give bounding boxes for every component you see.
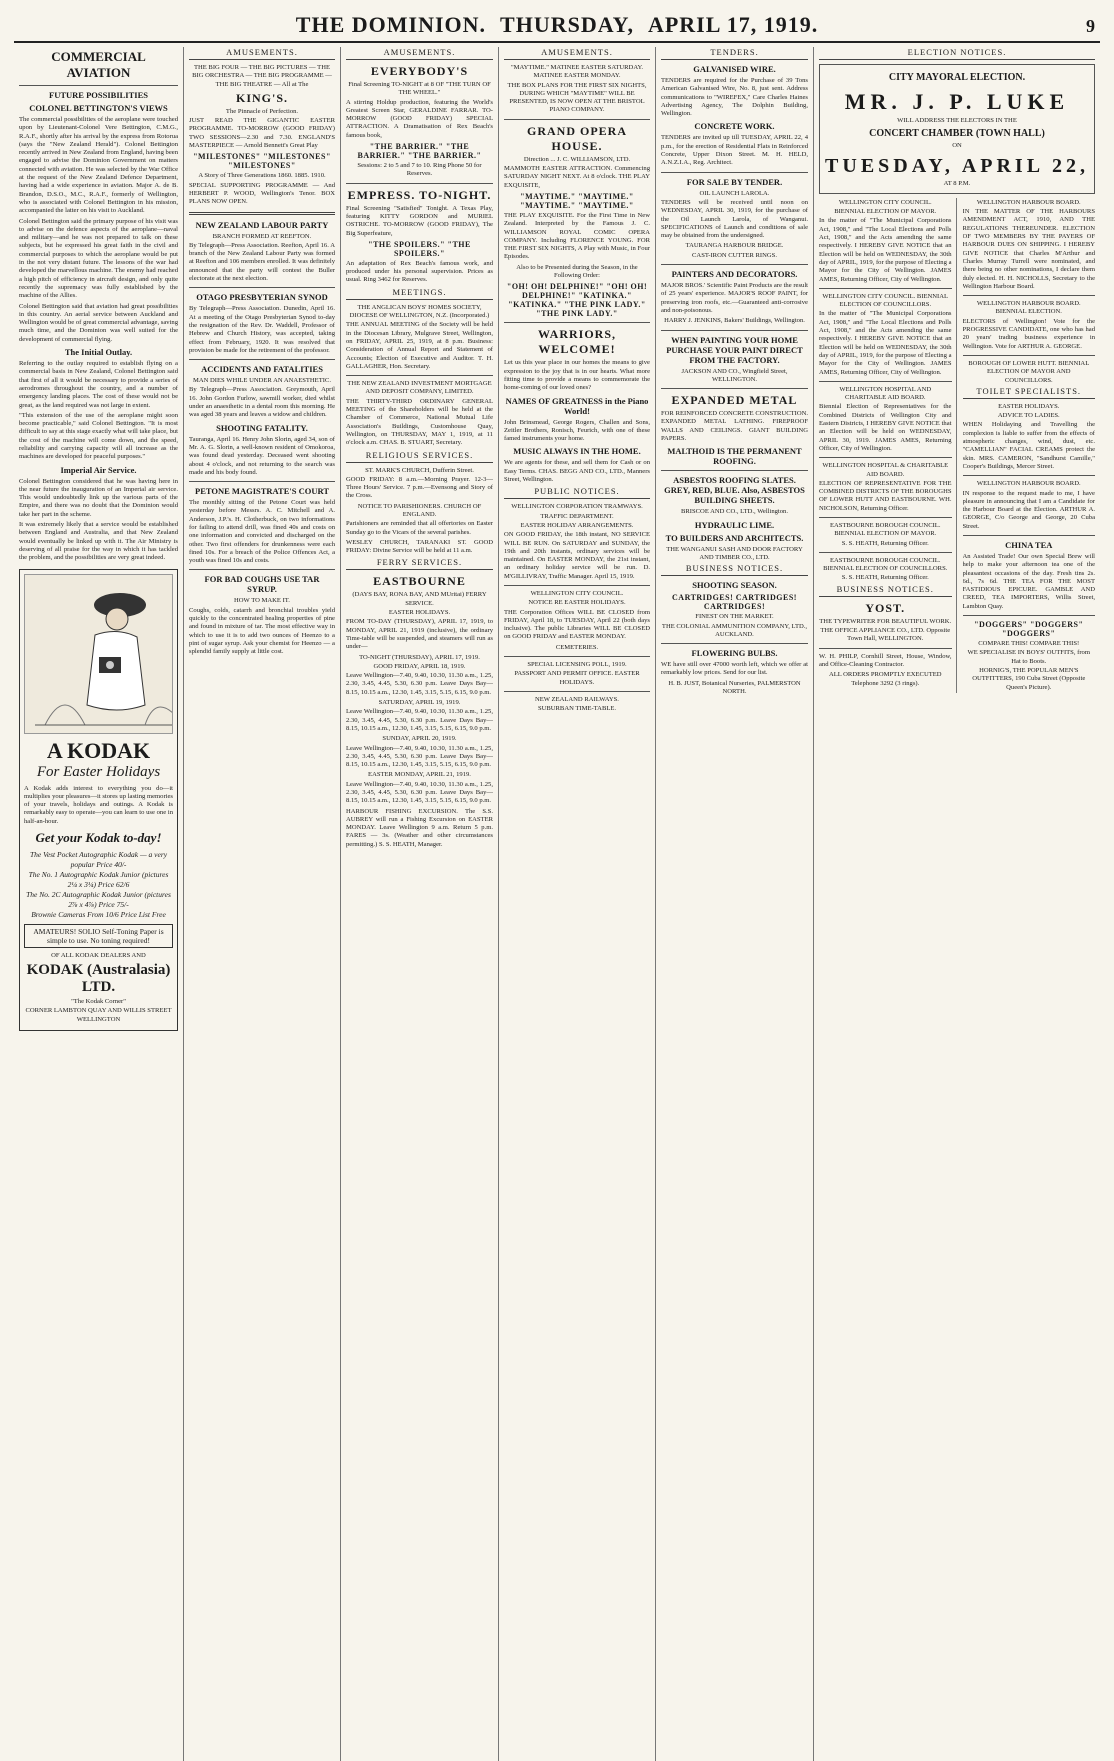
eastbourne-officer: S. S. HEATH, Returning Officer. xyxy=(841,574,929,582)
everybodys-final: Final Screening TO-NIGHT at 8 OF "THE TURN OF THE WHEEL." xyxy=(348,81,491,97)
section-header-ferry: FERRY SERVICES. xyxy=(346,557,493,570)
compare-this: COMPARE THIS! COMPARE THIS! xyxy=(978,640,1080,648)
everybodys-theatre-name: EVERYBODY'S xyxy=(370,64,469,78)
names-body: John Brinsmead, George Rogers, Challen and Sons, Zeitler Brothers, Ronisch, Feurich, with one of these famed instruments your home. xyxy=(504,418,650,443)
section-header-toilet-specialists: TOILET SPECIALISTS. xyxy=(963,386,1096,399)
column-6 xyxy=(814,47,1100,1761)
council-title: WELLINGTON CITY COUNCIL. xyxy=(838,198,932,206)
kodak-company: KODAK (Australasia) LTD. xyxy=(26,961,171,995)
season-shows-list: "OH! OH! DELPHINE!" "OH! OH! DELPHINE!" "KATINKA." "KATINKA." "THE PINK LADY." "THE PINK LADY." xyxy=(506,282,648,319)
tramways-title: WELLINGTON CORPORATION TRAMWAYS. xyxy=(511,503,643,511)
masthead-title: THE DOMINION. xyxy=(295,12,487,37)
eastbourne-councillors-title: EASTBOURNE BOROUGH COUNCIL. BIENNIAL ELECTION OF COUNCILLORS. xyxy=(823,556,948,573)
article-subhead: FUTURE POSSIBILITIES xyxy=(49,90,148,100)
music-headline: MUSIC ALWAYS IN THE HOME. xyxy=(513,446,641,457)
section-header-business: BUSINESS NOTICES. xyxy=(819,584,952,597)
eastbourne-body: FROM TO-DAY (THURSDAY), APRIL 17, 1919, to MONDAY, APRIL 21, 1919 (inclusive), the ordinary Time-table will be suspended, and steamers will run as under— xyxy=(346,618,493,651)
ammunition-company: THE COLONIAL AMMUNITION COMPANY, LTD., AUCKLAND. xyxy=(661,622,808,638)
flowering-bulbs-body: WE have still over 47000 worth left, which we offer at remarkably low prices. Send for our list. xyxy=(661,661,808,677)
divider xyxy=(661,470,808,471)
column-2 xyxy=(184,47,341,1761)
divider xyxy=(819,381,952,382)
coughs-body: Coughs, colds, catarrh and bronchial troubles yield quickly to the concentrated healing properties of pine and found in mixture of tar. The most effective way in which to use it is to add two ounces of Heenzo to a pint of sugar syrup. Ask your chemist for Heenzo — a splendid family supply at little cost. xyxy=(189,606,335,656)
hydraulic-lime-title: HYDRAULIC LIME. xyxy=(694,519,775,530)
divider xyxy=(504,656,650,657)
lower-hutt-title: BOROUGH OF LOWER HUTT. BIENNIAL ELECTION OF MAYOR AND COUNCILLORS. xyxy=(968,359,1090,384)
divider xyxy=(963,615,1096,616)
shooting-headline: SHOOTING FATALITY. xyxy=(216,422,308,433)
divider xyxy=(963,295,1096,296)
easter-arrangements: EASTER HOLIDAY ARRANGEMENTS. xyxy=(520,521,634,529)
milestones-note: A Story of Three Generations 1860. 1885. 1910. xyxy=(198,172,326,180)
amateurs-box: AMATEURS! SOLIO Self-Toning Paper is simple to use. No toning required! xyxy=(24,924,173,948)
eastbourne-day-heading: EASTER MONDAY, APRIL 21, 1919. xyxy=(368,771,471,779)
otago-headline: OTAGO PRESBYTERIAN SYNOD xyxy=(196,292,328,303)
mortgage-company-title: THE NEW ZEALAND INVESTMENT MORTGAGE AND DEPOSIT COMPANY, LIMITED. xyxy=(347,380,492,396)
kings-special: SPECIAL SUPPORTING PROGRAMME — And HERBERT P. WOOD, Wellington's Tenor. BOX PLANS NOW OPEN. xyxy=(189,181,335,206)
cast-iron-title: CAST-IRON CUTTER RINGS. xyxy=(692,251,777,259)
tramways-body: ON GOOD FRIDAY, the 18th instant, NO SERVICE WILL BE RUN. On SATURDAY and SUNDAY, the 19th and 20th instants, ordinary services will be maintained. On EASTER MONDAY, the 21st instant, an ordinary holiday service will be run. D. M'GILLIVRAY, Traffic Manager. April 15, 1919. xyxy=(504,531,650,580)
divider xyxy=(661,643,808,644)
wesley-church-notice: WESLEY CHURCH, TARANAKI ST. GOOD FRIDAY: Divine Service will be held at 11 a.m. xyxy=(346,538,493,555)
suburban-timetable: SUBURBAN TIME-TABLE. xyxy=(537,705,617,713)
divider xyxy=(819,517,952,518)
kodak-address: CORNER LAMBTON QUAY AND WILLIS STREET xyxy=(25,1007,172,1015)
divider xyxy=(504,119,650,120)
eastbourne-mayor-title: EASTBOURNE BOROUGH COUNCIL. BIENNIAL ELECTION OF MAYOR. xyxy=(830,521,941,538)
kodak-price-line: The No. 2C Autographic Kodak Junior (pictures 2⅞ x 4⅞) Price 75/- xyxy=(26,890,171,909)
article-headline: COMMERCIAL AVIATION xyxy=(51,49,146,80)
article-paragraph: Colonel Bettington said the primary purpose of his visit was to advise on the defence aspects of the aeroplane—naval and military—and he was not prepared to talk on these subjects, but he expressed his great faith in the civil and commercial purposes to which the aeroplane would be put in the not very distant future. The lessons of the war had developed the marvellous machine. The enemy had reached a high pitch of efficiency in aircraft design, and only quite recently the supremacy was fully established by the machine of the Allies. xyxy=(19,217,178,300)
advice-ladies-heading: ADVICE TO LADIES. xyxy=(997,412,1060,420)
kodak-title: A KODAK xyxy=(46,737,151,763)
harbour-biennial-title: WELLINGTON HARBOUR BOARD. BIENNIAL ELECTION. xyxy=(976,300,1081,316)
warriors-body: Let us this year place in our homes the means to give expression to the joy that is in our hearts. What more fitting time to provide a means to commemorate the home-coming of our loved ones? xyxy=(504,359,650,392)
painters-body: MAJOR BROS.' Scientific Paint Products are the result of 25 years' experience. MAJOR'S ROOF PAINT, for preserving iron roofs, etc.—Guaranteed anti-corrosive and non-poisonous. xyxy=(661,282,808,314)
galv-wire-body: TENDERS are required for the Purchase of 39 Tons American Galvanised Wire, No. 8, just sent. Address communications to "WIREFEX," Care Charles Haines Advertising Agency, The Dolphin Building, Wellington. xyxy=(661,77,808,118)
empress-note: An adaptation of Rex Beach's famous work, and produced under his personal supervision. Prices as usual. Ring 3462 for Reserves. xyxy=(346,259,493,284)
council-subtitle: NOTICE RE EASTER HOLIDAYS. xyxy=(528,599,626,607)
traffic-dept: TRAFFIC DEPARTMENT. xyxy=(540,512,614,520)
divider xyxy=(819,552,952,553)
eastbourne-times: Leave Wellington—7.40, 9.40, 10.30, 11.30 a.m., 1.25, 2.30, 3.45, 4.45, 5.30, 6.30 p.m. Leave Days Bay—8.15, 10.15 a.m., 12.30, 1.45, 3.15, 5.15, 6.15, 9.0 p.m. xyxy=(346,744,493,769)
article-paragraph: Referring to the outlay required to establish flying on a commercial basis in New Zealand, Colonel Bettington said that first of all it would be necessary to provide a series of aerodromes throughout the country, and a number of emergency landing places. The cost of these would not be great, as the land required was not large in extent. xyxy=(19,360,178,409)
divider xyxy=(504,585,650,586)
anglican-body: THE ANNUAL MEETING of the Society will be held in the Diocesan Library, Mulgrave Street, Wellington, on FRIDAY, APRIL 25, 1919, at 8 p.m. Business: Consideration of Annual Report and Statement of Accounts; Election of Executive and Auditor. T. H. GALLAGHER, Hon. Secretary. xyxy=(346,321,493,370)
malthoid-title: MALTHOID IS THE PERMANENT ROOFING. xyxy=(667,446,802,467)
kodak-city: WELLINGTON xyxy=(76,1016,121,1024)
article-paragraph: "This extension of the use of the aeroplane might soon become practicable," said Colonel Bettington. "It is most difficult to say at this stage exactly what will take place, but the cost of the machine will come down, and the speed, reliability and carrying capacity will all increase as the machines are developed for peaceful purposes." xyxy=(19,411,178,461)
address-electors: WILL ADDRESS THE ELECTORS IN THE xyxy=(897,117,1017,124)
eastbourne-times: Leave Wellington—7.40, 9.40, 10.30, 11.30 a.m., 1.25, 2.30, 3.45, 4.45, 5.30, 6.30 p.m. Leave Days Bay—8.15, 10.15 a.m., 12.30, 1.45, 3.15, 5.15, 6.15, 9.0 p.m. xyxy=(346,672,493,696)
eastbourne-times: Leave Wellington—7.40, 9.40, 10.30, 11.30 a.m., 1.25, 2.30, 3.45, 4.45, 5.30, 6.30 p.m. Leave Days Bay—8.15, 10.15 a.m., 12.30, 1.45, 3.15, 5.15, 6.15, 9.0 p.m. xyxy=(346,708,493,732)
labour-body: By Telegraph—Press Association. Reefton, April 16. A branch of the New Zealand Labour Party was formed at Reefton and 106 members enrolled. It was definitely announced that the party will contest the Buller electorate at the next election. xyxy=(189,241,335,283)
eastbourne-holidays: EASTER HOLIDAYS. xyxy=(388,609,451,617)
kodak-price-line: Brownie Cameras From 10/6 Price List Free xyxy=(31,910,166,920)
kodak-corner: "The Kodak Corner" xyxy=(71,997,126,1005)
election-notices-columns xyxy=(819,198,1095,693)
kings-body: JUST READ THE GIGANTIC EASTER PROGRAMME. TO-MORROW (GOOD FRIDAY) TWO SESSIONS—2.30 and 7.30. ENGLAND'S MASTERPIECE — Arnold Bennett's Great Play xyxy=(189,117,335,150)
all-orders: ALL ORDERS PROMPTLY EXECUTED Telephone 3292 (3 rings). xyxy=(828,671,942,687)
masthead xyxy=(14,0,1100,43)
column-header: TENDERS. xyxy=(661,47,808,60)
biennial-mayor-title: BIENNIAL ELECTION OF MAYOR. xyxy=(834,208,937,216)
divider xyxy=(189,359,335,360)
divider xyxy=(189,481,335,482)
on-word: ON xyxy=(952,142,962,150)
column-header: AMUSEMENTS. xyxy=(346,47,493,60)
coughs-headline: FOR BAD COUGHS USE TAR SYRUP. xyxy=(204,574,320,595)
columns xyxy=(14,47,1100,1761)
expanded-metal-title: EXPANDED METAL xyxy=(671,393,798,408)
harbour-candidate-body: IN response to the request made to me, I have pleasure in announcing that I am a Candidate for the Harbour Board at the Election. ARTHUR A. GEORGE, C/o George and George, 20 Cuba Street. xyxy=(962,489,1095,530)
parishioners-notice-body: Parishioners are reminded that all offertories on Easter Sunday go to the Vicars of the several parishes. xyxy=(346,520,493,536)
labour-headline: NEW ZEALAND LABOUR PARTY xyxy=(195,219,329,230)
divider xyxy=(661,172,808,173)
st-marks-title: ST. MARK'S CHURCH, Dufferin Street. xyxy=(365,466,474,474)
parishioners-notice-title: NOTICE TO PARISHIONERS. CHURCH OF ENGLAND. xyxy=(357,502,482,518)
article-paragraph: The commercial possibilities of the aeroplane were touched upon by Lieutenant-Colonel Vere Bettington, C.M.G., R.A.F., shortly after his arrival by the express from Rotorua (says the "New Zealand Herald"). Colonel Bettington recently arrived in New Zealand from England, having been engaged to advise the Dominion Government on matters connected with aviation. He was selected by the War Office at the request of the New Zealand Defence Department, having had a wide experience in aviation. Major A. de B. Brandon, D.S.O., M.C., R.A.F., formerly of Wellington, who is associated with Colonel Bettington in his mission, accompanied the latter on his visit to Auckland. xyxy=(19,116,178,215)
easter-holidays-heading: EASTER HOLIDAYS. xyxy=(998,402,1060,410)
eastbourne-day-heading: GOOD FRIDAY, APRIL 18, 1919. xyxy=(373,662,466,670)
hutt-board-title: WELLINGTON HOSPITAL & CHARITABLE AID BOARD. xyxy=(822,462,949,478)
eastbourne-day-heading: TO-NIGHT (THURSDAY), APRIL 17, 1919. xyxy=(359,653,480,661)
harbour-candidate-title: WELLINGTON HARBOUR BOARD. xyxy=(976,480,1081,488)
hornigs-outfitters: HORNIG'S, THE POPULAR MEN'S OUTFITTERS, 190 Cuba Street (Opposite Queen's Picture). xyxy=(972,666,1086,691)
eastbourne-subtitle: (DAYS BAY, RONA BAY, AND MUritai) FERRY SERVICE. xyxy=(352,591,487,607)
jenkins-contact: HARRY J. JENKINS, Bakers' Buildings, Wellington. xyxy=(664,317,805,325)
eastbourne-day-heading: SATURDAY, APRIL 19, 1919. xyxy=(378,699,461,707)
divider xyxy=(963,475,1096,476)
empress-theatre-name: EMPRESS. TO-NIGHT. xyxy=(347,187,492,202)
maytime-box-plans: THE BOX PLANS FOR THE FIRST SIX NIGHTS, DURING WHICH "MAYTIME" WILL BE PRESENTED, IS NOW OPEN AT THE BRISTOL PIANO COMPANY. xyxy=(507,81,647,114)
section-header-public-notices: PUBLIC NOTICES. xyxy=(504,486,650,499)
st-marks-services: GOOD FRIDAY: 8 a.m.—Morning Prayer. 12-3—Three Hours' Service. 7 p.m.—Evensong and Story of the Cross. xyxy=(346,475,493,500)
shooting-season-title: SHOOTING SEASON. xyxy=(692,580,777,591)
flowering-bulbs-title: FLOWERING BULBS. xyxy=(691,648,778,659)
hospital-board-body: Biennial Election of Representatives for the Combined Districts of Wellington City and Eastern Districts, I HEREBY GIVE NOTICE that an Election will be held on WEDNESDAY, APRIL 30, 1919. JAMES AMES, Returning Officer, City of Wellington. xyxy=(819,403,952,452)
article-paragraph: It was extremely likely that a service would be established between England and Australia, and that New Zealand would eventually be linked up with it. The Air Ministry is deserving of all praise for the way in which it has tackled the problem, and the possibilities are very great indeed. xyxy=(19,521,178,562)
accidents-headline: ACCIDENTS AND FATALITIES xyxy=(201,364,323,375)
masthead-date: APRIL 17, 1919. xyxy=(647,12,819,37)
divider xyxy=(189,569,335,570)
cemeteries-heading: CEMETERIES. xyxy=(555,643,599,651)
page-number: 9 xyxy=(1086,16,1096,36)
column-4 xyxy=(499,47,656,1761)
masthead-day: THURSDAY, xyxy=(500,12,634,37)
mayor-notice-body: In the matter of "The Municipal Corporations Act, 1908," and "The Local Elections and Polls Act, 1908," and the Acts amending the same respectively. I HEREBY GIVE NOTICE that an Election will be held on WEDNESDAY, the 30th day of APRIL, 1919, for the purpose of Electing a Mayor for the City of Wellington. JAMES AMES, Returning Officer, City of Wellington. xyxy=(819,217,952,283)
passport-heading: PASSPORT AND PERMIT OFFICE. EASTER HOLIDAYS. xyxy=(514,670,640,686)
builders-title: TO BUILDERS AND ARCHITECTS. xyxy=(665,532,804,543)
divider xyxy=(963,355,1096,356)
divider xyxy=(963,535,1096,536)
concrete-title: CONCRETE WORK. xyxy=(694,121,775,132)
event-date: TUESDAY, APRIL 22, xyxy=(825,154,1089,177)
kodak-advertisement xyxy=(19,569,178,1031)
office-appliance-co: THE OFFICE APPLIANCE CO., LTD. Opposite Town Hall, WELLINGTON. xyxy=(820,627,951,643)
kodak-price-line: The Vest Pocket Autographic Kodak — a very popular Price 40/- xyxy=(29,850,168,869)
kodak-subtitle: For Easter Holidays xyxy=(36,763,161,780)
oil-launch-body: TENDERS will be received until noon on WEDNESDAY, APRIL 30, 1919, for the purchase of the Oil Launch Larola, of Wanganui. SPECIFICATIONS of Launch and conditions of sale may be obtained from the undersigned. xyxy=(661,198,808,240)
councillors-notice-body: In the matter of "The Municipal Corporations Act, 1908," and "The Local Elections and Polls Act, 1908," and the Acts amending the same respectively. I HEREBY GIVE NOTICE that an Election will be held on WEDNESDAY, the 30th day of APRIL, 1919, for the purpose of Electing a Mayor for the City of Wellington. JAMES AMES, Returning Officer, City of Wellington. xyxy=(819,310,952,376)
eastbourne-title: EASTBOURNE xyxy=(373,574,466,589)
divider xyxy=(189,287,335,288)
petone-headline: PETONE MAGISTRATE'S COURT xyxy=(195,486,329,497)
election-notices-right xyxy=(963,198,1096,693)
divider xyxy=(346,183,493,184)
divider xyxy=(504,322,650,323)
painters-title: PAINTERS AND DECORATORS. xyxy=(671,269,798,280)
hutt-board-body: ELECTION OF REPRESENTATIVE FOR THE COMBINED DISTRICTS OF THE BOROUGHS OF LOWER HUTT AND EASTBOURNE. WH. NICHOLSON, Returning Officer. xyxy=(819,479,952,512)
mayoral-election-title: CITY MAYORAL ELECTION. xyxy=(888,72,1026,83)
expanded-metal-body: FOR REINFORCED CONCRETE CONSTRUCTION. EXPANDED METAL LATHING. FIREPROOF WALLS AND CEILINGS. GIANT BUILDING PAPERS. xyxy=(661,410,808,443)
tauranga-bridge-title: TAURANGA HARBOUR BRIDGE. xyxy=(685,242,784,250)
kodak-dealers: OF ALL KODAK DEALERS AND xyxy=(51,951,146,959)
kodak-illustration xyxy=(24,574,173,734)
luke-election-ad xyxy=(819,64,1095,194)
section-header-meetings: MEETINGS. xyxy=(346,287,493,300)
divider xyxy=(661,330,808,331)
column-3 xyxy=(341,47,499,1761)
otago-body: By Telegraph—Press Association. Dunedin, April 16. At a meeting of the Otago Presbyterian Synod to-day the resignation of the Rev. Dr. Waddell, Professor of Hebrew and Church History, was accepted, taking effect from February, 1920. It was resolved that provision be made for the retirement of the professor. xyxy=(189,305,335,354)
election-notices-left xyxy=(819,198,957,693)
licensing-poll-heading: SPECIAL LICENSING POLL, 1919. xyxy=(527,661,627,669)
finest-on-market: FINEST ON THE MARKET. xyxy=(695,613,774,621)
just-nurseries: H. B. JUST, Botanical Nurseries, PALMERSTON NORTH. xyxy=(668,679,801,695)
candidate-name: MR. J. P. LUKE xyxy=(844,89,1070,114)
season-order-heading: Also to be Presented during the Season, in the Following Order: xyxy=(516,263,638,280)
eastbourne-officer: S. S. HEATH, Returning Officer. xyxy=(841,539,929,547)
spoilers-title: "THE SPOILERS." "THE SPOILERS." xyxy=(368,239,471,258)
divider xyxy=(189,212,335,215)
railways-heading: NEW ZEALAND RAILWAYS. xyxy=(535,695,619,703)
column-header: AMUSEMENTS. xyxy=(189,47,335,60)
divider xyxy=(819,648,952,649)
divider xyxy=(346,375,493,376)
eastbourne-times: Leave Wellington—7.40, 9.40, 10.30, 11.30 a.m., 1.25, 2.30, 3.45, 4.45, 5.30, 6.30 p.m. Leave Days Bay—8.15, 10.15 a.m., 12.30, 1.45, 3.15, 5.15, 6.15, 9.0 p.m. xyxy=(346,780,493,805)
galv-wire-title: GALVANISED WIRE. xyxy=(693,64,776,74)
council-title: WELLINGTON CITY COUNCIL. xyxy=(530,589,624,597)
divider xyxy=(504,691,650,692)
empress-body: Final Screening "Satisfied" Tonight. A Texas Play, featuring KITTY GORDON and MURIEL OSTRICHE. TO-MORROW (GOOD FRIDAY), The Big Superfeature, xyxy=(346,204,493,237)
china-tea-title: CHINA TEA xyxy=(1005,539,1053,550)
china-tea-body: An Assisted Trade! Our own Special Brew will help to make your afternoon tea one of the pleasantest occasions of the day. Fresh tins 2s. 6d., 7s 6d. THE TEA FOR THE MOST FASTIDIOUS EPICURE. GAMBLE AND CREED, TEA IMPORTERS, Willis Street, Lambton Quay. xyxy=(962,552,1095,610)
milestones-title: "MILESTONES" "MILESTONES" "MILESTONES" xyxy=(193,152,331,171)
accidents-body: By Telegraph—Press Association. Greymouth, April 16. John Gordon Furlow, sawmill worker, died whilst under an anaesthetic in a dental room this morning. He was aged 38 years and leaves a widow and children. xyxy=(189,386,335,419)
kodak-call-to-action: Get your Kodak to-day! xyxy=(35,830,162,846)
doggers-title: "DOGGERS" "DOGGERS" "DOGGERS" xyxy=(974,620,1084,639)
section-header-religious: RELIGIOUS SERVICES. xyxy=(346,450,493,463)
accidents-subhead: MAN DIES WHILE UNDER AN ANAESTHETIC. xyxy=(193,377,331,385)
labour-subhead: BRANCH FORMED AT REEFTON. xyxy=(212,232,312,240)
concrete-body: TENDERS are invited up till TUESDAY, APRIL 22, 4 p.m., for the erection of Residential Flats in Reinforced Concrete, Upper Dixon Street. M. H. HELD, A.N.Z.I.A., Reg. Architect. xyxy=(661,134,808,167)
grand-opera-more: THE PLAY EXQUISITE. For the First Time in New Zealand. Interpreted by the Famous J. C. WILLIAMSON ROYAL COMIC OPERA COMPANY. Including FLORENCE YOUNG. FOR THE FIRST SIX NIGHTS, A Play with Music, in Four Episodes. xyxy=(504,211,650,261)
divider xyxy=(19,85,178,86)
cartridges-title: CARTRIDGES! CARTRIDGES! CARTRIDGES! xyxy=(672,593,797,612)
kings-ad-top: THE BIG FOUR — THE BIG PICTURES — THE BIG ORCHESTRA — THE BIG PROGRAMME — THE BIG THEATRE — All at The xyxy=(192,64,332,88)
barrier-title: "THE BARRIER." "THE BARRIER." "THE BARRIER." xyxy=(357,142,482,161)
anglican-title: THE ANGLICAN BOYS' HOMES SOCIETY, DIOCESE OF WELLINGTON, N.Z. (Incorporated.) xyxy=(349,303,490,320)
eastbourne-day-heading: SUNDAY, APRIL 20, 1919. xyxy=(382,735,457,743)
asbestos-title: ASBESTOS ROOFING SLATES. GREY, RED, BLUE. Also, ASBESTOS BUILDING SHEETS. xyxy=(664,475,805,506)
divider xyxy=(661,264,808,265)
electors-appeal: ELECTORS of Wellington! Vote for the PROGRESSIVE CANDIDATE, one who has had 20 years' trading business experience in Wellington. Vote for ARTHUR A. GEORGE. xyxy=(962,317,1095,350)
coughs-subhead: HOW TO MAKE IT. xyxy=(234,597,290,605)
mortgage-company-body: THE THIRTY-THIRD ORDINARY GENERAL MEETING of the Shareholders will be held at the Chamber of Commerce, National Mutual Life Association's Buildings, Customhouse Quay, Wellington, on THURSDAY, MAY 1, 1919, at 11 o'clock a.m. CHAS. B. STUART, Secretary. xyxy=(346,397,493,447)
harbour-board-body: IN THE MATTER OF THE HARBOURS AMENDMENT ACT, 1910, AND THE REGULATIONS THEREUNDER. ELECTION OF TWO MEMBERS BY THE PAYERS OF HARBOUR DUES ON SHIPPING. I HEREBY GIVE NOTICE that Charles M'Arthur and Charles Murray Turrell were nominated, and there being no other nominations, I declare them duly elected. H. H. NICHOLLS, Secretary to the Wellington Harbour Board. xyxy=(962,208,1095,290)
philp-ad: W. H. PHILP, Cornhill Street, House, Window, and Office-Cleaning Contractor. xyxy=(819,652,952,668)
jackson-contact: JACKSON AND CO., Wingfield Street, WELLINGTON. xyxy=(681,367,788,383)
boys-outfits: WE SPECIALISE IN BOYS' OUTFITS, from Hat to Boots. xyxy=(967,649,1090,665)
everybodys-sessions: Sessions: 2 to 5 and 7 to 10. Ring Phone 50 for Reserves. xyxy=(357,162,482,178)
grand-opera-house-title: GRAND OPERA HOUSE. xyxy=(527,123,627,153)
warriors-headline: WARRIORS, WELCOME! xyxy=(537,327,616,357)
briscoe-contact: BRISCOE AND CO., LTD., Wellington. xyxy=(681,508,788,516)
kodak-price-line: The No. 1 Autographic Kodak Junior (pictures 2¼ x 3¼) Price 62/6 xyxy=(28,870,169,889)
maytime-title-list: "MAYTIME." "MAYTIME." "MAYTIME." "MAYTIME." xyxy=(520,191,634,210)
harbour-excursion: HARBOUR FISHING EXCURSION. The S.S. AUBREY will run a Fishing Excursion on EASTER MONDAY. Leave Wellington 9 a.m. Return 5 p.m. FARES — 3s. (Weather and other circumstances permitting.) S. S. HEATH, Manager. xyxy=(346,807,493,848)
article-paragraph: Colonel Bettington considered that he was having here in the near future the inauguration of an Imperial air service. This would undoubtedly link up the various parts of the Empire, and there was no doubt that the Dominion would take her part in the scheme. xyxy=(19,477,178,518)
maytime-matinees: "MAYTIME." MATINEE EASTER SATURDAY. MATINEE EASTER MONDAY. xyxy=(510,64,644,80)
wanganui-factory: THE WANGANUI SASH AND DOOR FACTORY AND TIMBER CO., LTD. xyxy=(666,545,803,561)
tender-sale-title: FOR SALE BY TENDER. xyxy=(686,176,783,187)
article-paragraph: Colonel Bettington said that aviation had great possibilities in this country. An aerial service between Auckland and Wellington would be of great commercial advantage, saving much time, and the Dominion was well suited for the development of commercial flying. xyxy=(19,302,178,343)
advice-ladies-body: WHEN Holidaying and Travelling the complexion is liable to suffer from the effects of atmospheric changes, wind, dust, etc. "CAMELLIAN" FACIAL CREAMS protect the skin. MRS. CAMERON, "Sandhurst Camille," Cooper's Buildings, Mercer Street. xyxy=(962,421,1095,470)
everybodys-body: A stirring Holdup production, featuring the World's Greatest Screen Star, GERALDINE FARRAR. TO-MORROW (GOOD FRIDAY) SPECIAL ATTRACTION. A Dramatisation of Rex Beach's famous book, xyxy=(346,98,493,139)
petone-body: The monthly sitting of the Petone Court was held yesterday before Messrs. A. C. Mitchell and A. Anderson, J.P.'s. H. Clotherbuck, on two informations for failing to attend drill, was fined 40s and costs on one information and convicted and discharged on the other. Two first offenders for drunkenness were each fined 10s. For a breach of the Police Offences Act, a youth was fined 10s and costs. xyxy=(189,499,335,565)
venue-name: CONCERT CHAMBER (TOWN HALL) xyxy=(869,128,1045,140)
woman-with-camera-illustration xyxy=(25,575,173,731)
kings-tagline: The Pinnacle of Perfection. xyxy=(225,107,299,115)
typewriter-tagline: THE TYPEWRITER FOR BEAUTIFUL WORK. xyxy=(819,617,952,625)
oil-launch-title: OIL LAUNCH LAROLA. xyxy=(699,189,770,197)
grand-opera-direction: Direction ... J. C. WILLIAMSON, LTD. xyxy=(523,155,631,163)
names-headline: NAMES OF GREATNESS in the Piano World! xyxy=(505,395,649,416)
council-body: THE Corporation Offices WILL BE CLOSED from FRIDAY, April 18, to TUESDAY, April 22 (both days inclusive). The public Libraries WILL BE CLOSED on GOOD FRIDAY and EASTER MONDAY. xyxy=(504,608,650,641)
article-crosshead: Imperial Air Service. xyxy=(60,464,137,475)
article-subhead-2: COLONEL BETTINGTON'S VIEWS xyxy=(29,103,168,113)
divider xyxy=(661,388,808,389)
music-body: We are agents for these, and sell them for Cash or on Easy Terms. CHAS. BEGG AND CO., LTD., Manners Street, Wellington. xyxy=(504,459,650,484)
divider xyxy=(819,288,952,289)
yost-title: YOST. xyxy=(865,600,906,615)
column-1 xyxy=(14,47,184,1761)
harbour-board-title: WELLINGTON HARBOUR BOARD. xyxy=(976,198,1081,206)
column-5 xyxy=(656,47,814,1761)
councillors-title: WELLINGTON CITY COUNCIL. BIENNIAL ELECTION OF COUNCILLORS. xyxy=(822,292,949,309)
kings-theatre-name: KING'S. xyxy=(235,90,288,105)
kodak-intro: A Kodak adds interest to everything you do—it multiplies your pleasures—it stores up lasting memories of your travels, holidays and outings. A Kodak is remarkably easy to operate—you can learn to use one in half-an-hour. xyxy=(24,784,173,825)
section-header-business: BUSINESS NOTICES. xyxy=(661,563,808,576)
divider xyxy=(819,457,952,458)
column-header: ELECTION NOTICES. xyxy=(819,47,1095,60)
hospital-board-title: WELLINGTON HOSPITAL AND CHARITABLE AID BOARD. xyxy=(839,385,932,402)
grand-opera-body: MAMMOTH EASTER ATTRACTION. Commencing SATURDAY NIGHT NEXT. At 8 o'clock. THE PLAY EXQUISITE, xyxy=(504,165,650,189)
event-time: AT 8 P.M. xyxy=(943,179,971,187)
column-header: AMUSEMENTS. xyxy=(504,47,650,60)
paint-direct-title: WHEN PAINTING YOUR HOME PURCHASE YOUR PAINT DIRECT FROM THE FACTORY. xyxy=(666,334,803,365)
article-crosshead: The Initial Outlay. xyxy=(64,347,133,358)
shooting-body: Tauranga, April 16. Henry John Slorin, aged 34, son of Mr. A. G. Slorin, a well-known resident of Omokoroa, was found dead yesterday. Deceased went shooting about 4 o'clock, and not returning to the search was made and his body found. xyxy=(189,435,335,476)
